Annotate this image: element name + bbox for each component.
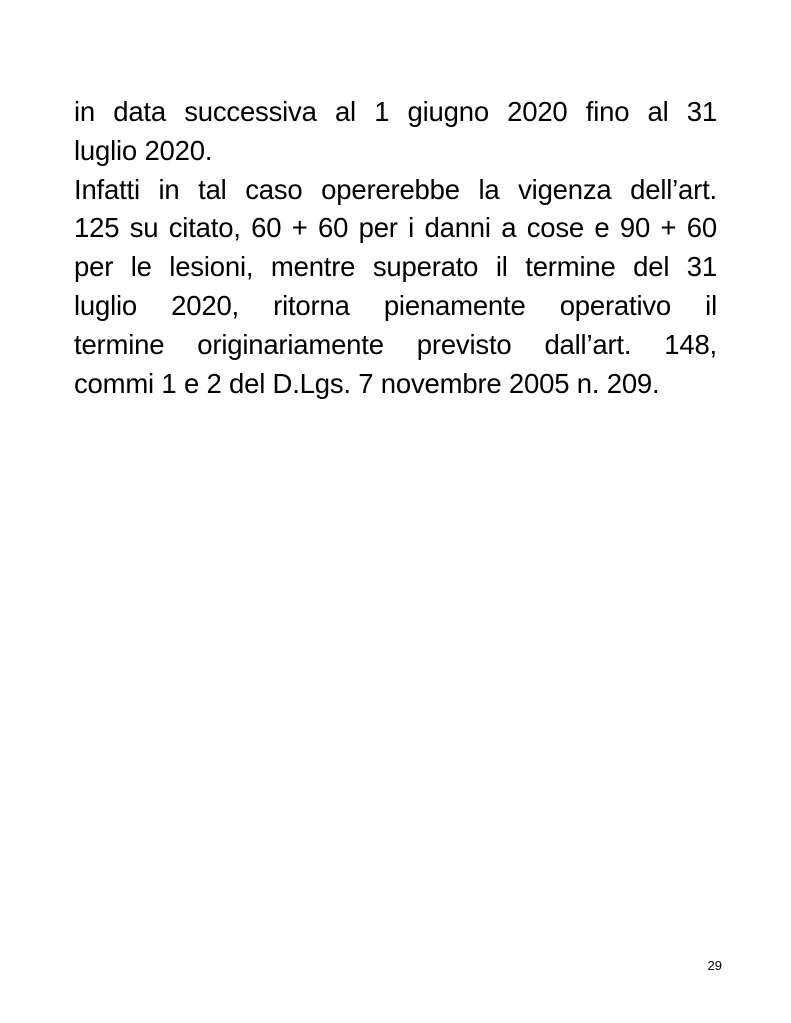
- text-line: luglio 2020, ritorna pienamente operativo il: [74, 289, 717, 321]
- text-line: Infatti in tal caso opererebbe la vigenza dell’art.: [74, 173, 717, 205]
- text-line: termine originariamente previsto dall’art. 148,: [74, 328, 717, 360]
- text-line: commi 1 e 2 del D.Lgs. 7 novembre 2005 n. 209.: [74, 367, 660, 399]
- text-line: luglio 2020.: [74, 134, 213, 166]
- page-number: 29: [707, 958, 722, 973]
- text-line: per le lesioni, mentre superato il termine del 31: [74, 251, 717, 283]
- body-text: [74, 93, 717, 403]
- text-line: 125 su citato, 60 + 60 per i danni a cose e 90 + 60: [74, 212, 717, 244]
- text-line: in data successiva al 1 giugno 2020 fino al 31: [74, 96, 717, 127]
